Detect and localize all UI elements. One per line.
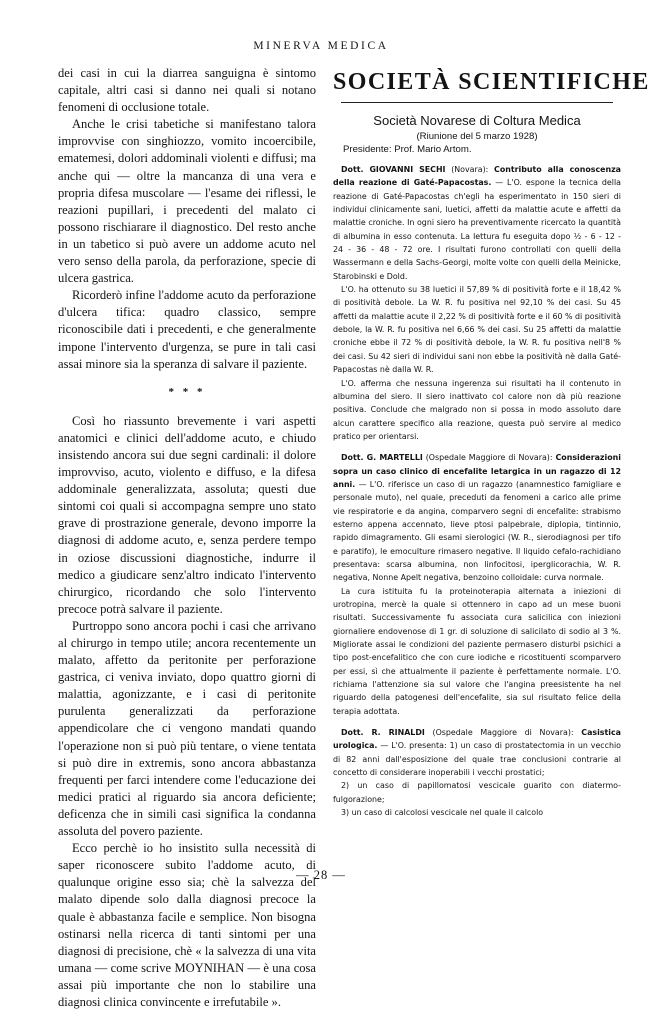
society-name: Società Novarese di Coltura Medica: [373, 113, 581, 128]
communication-body: — L'O. espone la tecnica della reazione di Gaté-Papacostas ch'egli ha esperimentato in 150 sieri di individui clinicamente sani, luetici, affetti da malattie acute e affetti da malattie croniche. In ogni siero ha preventivamente ricercato la quantità di albumina in esso contenuta. La lettura fu eseguita dopo ½ - 6 - 12 - 24 - 36 - 48 - 72 ore. I risultati furono controllati con quelli della Wassermann e della Sachs-Georgi, molte volte con quelli della Meinicke, Starobinski e Dold.: [333, 178, 621, 281]
paragraph: Ricorderò infine l'addome acuto da perforazione d'ulcera tifica: quadro classico, sempre riconoscibile dati i precedenti, e che generalmente impone l'intervento d'urgenza, se pure in tali casi assai minore sia la speranza di salvare il paziente.: [58, 288, 316, 371]
author-name: Dott. R. RINALDI: [341, 728, 425, 738]
president-line: Presidente: Prof. Mario Artom.: [343, 144, 472, 155]
list-item: 3) un caso di calcolosi vescicale nel quale il calcolo: [341, 808, 544, 818]
communication-body: — L'O. riferisce un caso di un ragazzo (anamnestico famigliare e personale muto), nel quale, preceduti da fenomeni a carico alle prime vie respiratorie e da angina, comparvero segni di encefalite: strabismo esterno appena accennato, lieve ptosi palpebrale, diplopia, tintinnio, rapido dimagramento. Gli esami sierologici (W. R., sierodiagnosi per tifo e paratifo), le emoculture rimasero negative. Il liquido cefalo-rachidiano presentava: scarsa albumina, non linfocitosi, iperglicorachia, W. R. negativa, Nonne Apelt negativa, benzoino colloidale: curva normale.: [333, 479, 621, 583]
author-name: Dott. GIOVANNI SECHI: [341, 165, 446, 174]
paragraph: dei casi in cui la diarrea sanguigna è sintomo capitale, altri casi si danno nei quali si notano fenomeni di occlusione totale.: [58, 66, 316, 115]
meeting-date: (Riunione del 5 marzo 1928): [416, 131, 538, 142]
right-column: [333, 66, 650, 866]
section-title: SOCIETÀ SCIENTIFICHE: [333, 69, 650, 95]
title-rule: [341, 102, 613, 103]
page-number: — 28 —: [296, 868, 346, 882]
communication-body: — L'O. presenta: 1) un caso di prostatectomia in un vecchio di 82 anni dall'esposizione del quale trae conclusioni contrarie al concetto di considerare inoperabili i vecchi prostatici;: [333, 741, 622, 778]
section-break: * * *: [168, 385, 206, 398]
paragraph: Purtroppo sono ancora pochi i casi che arrivano al chirurgo in tempo utile; ancora recentemente un malato, affetto da peritonite per perforazione gastrica, ci veniva inviato, dopo quattro giorni di malattia, agonizzante, e i casi di peritonite purulenta generalizzati da perforazione appendicolare che ci vengono mandati quando l'operazione non si può più tentare, o viene tentata si può dire in extremis, sono ancora abbastanza frequenti per farci intendere come l'educazione dei medici pratici al riguardo sia ancora deficiente; deficenza che in simili casi significa la condanna assoluta del povero paziente.: [58, 618, 316, 839]
author-affiliation: (Novara):: [451, 165, 489, 174]
running-header: MINERVA MEDICA: [253, 40, 389, 52]
paragraph: Anche le crisi tabetiche si manifestano talora improvvise con singhiozzo, vomito incoercibile, ematemesi, dolori addominali violenti e diffusi; ma anche qui — oltre la mancanza di una vera e propria difesa muscolare — l'esame dei riflessi, le reazioni pupillari, i precedenti del malato ci possono rischiarare il diagnostico. Del resto anche in un tabetico si può avere un addome acuto nel vero senso della parola, da perforazione, specie di ulcera gastrica.: [58, 117, 316, 286]
paragraph: Ecco perchè io ho insistito sulla necessità di saper riconoscere subito l'addome acuto, di qualunque origine esso sia; chè la salvezza del malato dipende solo dalla diagnosi precoce la quale è abbastanza facile e semplice. Non bisogna ostinarsi nella ricerca di tanti sintomi per una diagnosi di precisione, chè « la salvezza di una vita umana — come scrive MOYNIHAN — è una cosa assai più importante che non lo stabilire una diagnosi clinica convincente e irrefutabile ».: [58, 841, 316, 1009]
communication-entry: [333, 726, 621, 779]
author-name: Dott. G. MARTELLI: [341, 453, 423, 463]
communication-title: Considerazioni sopra un caso clinico di encefalite letargica in un ragazzo di 12 anni.: [333, 453, 621, 489]
communication-entry: [333, 451, 621, 584]
author-affiliation: (Ospedale Maggiore di Novara):: [432, 728, 574, 738]
list-item: 2) un caso di papillomatosi vescicale guarito con diatermo-fulgorazione;: [333, 781, 621, 804]
paragraph: L'O. ha ottenuto su 38 luetici il 57,89 % di positività forte e il 18,42 % di positività debole. La W. R. fu positiva nel 92,10 % dei casi. Su 45 affetti da malattie acute il 2,22 % di positività forte e il 60 % di positività debole, la W. R. fu positiva nel 6,66 % dei casi. Su 25 affetti da malattie croniche ebbe il 72 % di positività debole, la W. R. fu positiva nell'8 % dei casi. Su 42 sieri di individui sani non ebbe la positività nè dalla Gaté-Papacostas nè dalla W. R.: [333, 285, 621, 375]
paragraph: L'O. afferma che nessuna ingerenza sui risultati ha il contenuto in albumina del siero. Il siero inattivato col calore non dà più reazione positiva. Conclude che malgrado non si possa in modo assoluto dare alcun carattere specifico alla reazione, questa può servire al medico pratico per orientarsi.: [333, 378, 621, 441]
author-affiliation: (Ospedale Maggiore di Novara):: [425, 453, 553, 463]
communication-entry: [333, 163, 621, 283]
communication-title: Contributo alla conoscenza della reazione di Gaté-Papacostas.: [333, 165, 622, 188]
paragraph: Così ho riassunto brevemente i vari aspetti anatomici e clinici dell'addome acuto, e chiudo insistendo ancora sui due segni cardinali: il dolore improvviso, acuto, violento e diffuso, e la difesa addominale generalizzata, assoluta; questi due sintomi coi quali si accompagna sempre uno stato grave di prostrazione generale, devono imporre la diagnosi di addome acuto, e, senza perdere tempo in oziose discussioni diagnostiche, indurre il medico a giudicare senz'altro indicato l'intervento chirurgico, ricordando che solo l'intervento precoce potrà salvare il paziente.: [58, 413, 316, 616]
left-column: [58, 65, 316, 1009]
paragraph: La cura istituita fu la proteinoterapia alternata a iniezioni di urotropina, mercè la quale si ottennero in capo ad un mese buoni risultati. Successivamente fu associata cura salicilica con iniezioni giornaliere endovenose di 1 gr. di soluzione di salicilato di sodio al 3 %. Migliorate assai le condizioni del paziente permasero disturbi psichici a tipo post-encefalitico che con cure iodiche e ricostituenti scomparvero per essi, sì che attualmente il paziente è perfettamente normale. L'O. richiama l'attenzione sia sul valore che l'angina preesistente ha nel riguardo della patogenesi dell'encefalite, sia sul risultato felice della terapia adottata.: [333, 586, 621, 716]
communication-title: Casistica urologica.: [333, 728, 621, 751]
